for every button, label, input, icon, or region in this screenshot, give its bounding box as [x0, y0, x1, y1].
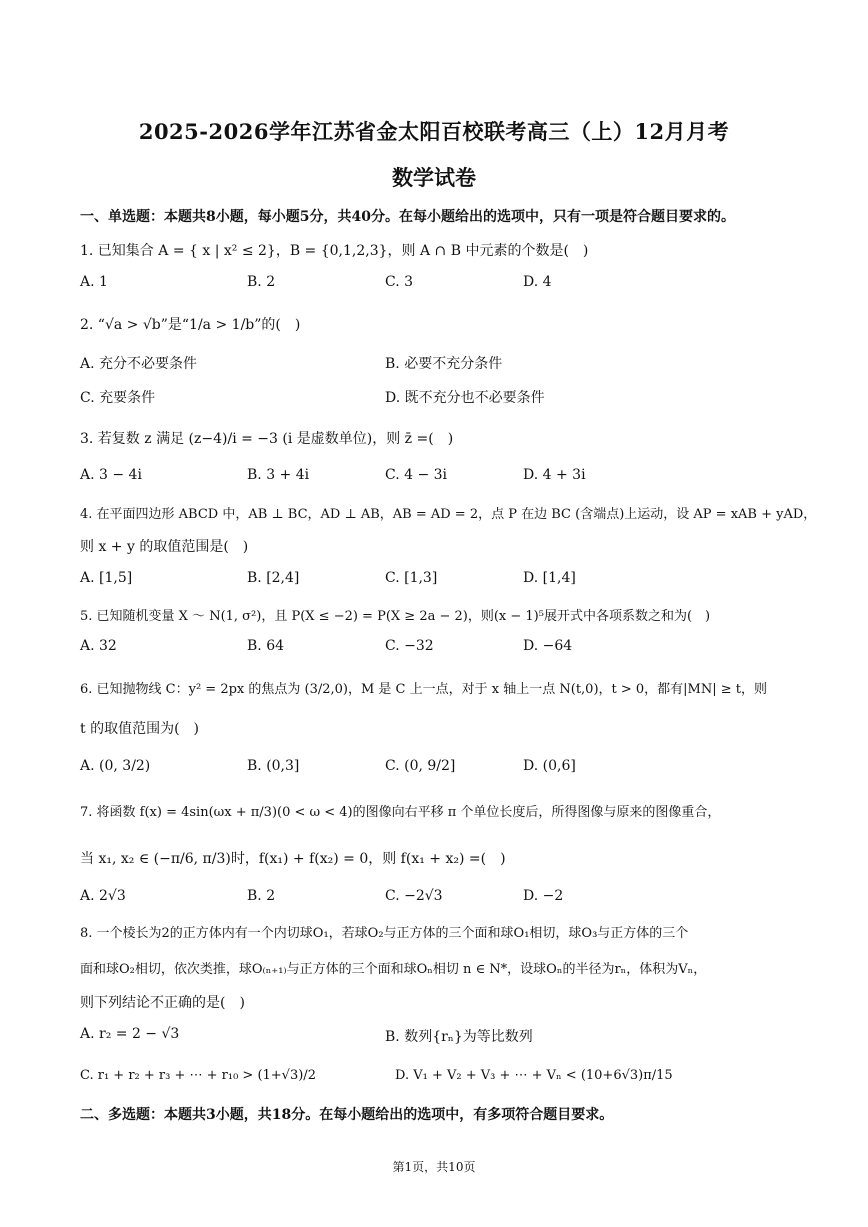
- question-3-option-b: B. 3 + 4i: [247, 467, 310, 483]
- question-7-option-a: A. 2√3: [80, 888, 126, 904]
- exam-subtitle: 数学试卷: [392, 165, 476, 190]
- question-7-option-b: B. 2: [247, 888, 276, 904]
- question-8-option-c: C. r₁ + r₂ + r₃ + ⋯ + r₁₀ > (1+√3)/2: [80, 1068, 316, 1083]
- question-6-option-d: D. (0,6]: [523, 758, 576, 774]
- question-2-stem: 2. “√a > √b”是“1/a > 1/b”的( ): [80, 317, 301, 333]
- question-5-option-c: C. −32: [385, 638, 434, 654]
- question-6-option-c: C. (0, 9/2]: [385, 758, 456, 774]
- question-5-option-b: B. 64: [247, 638, 285, 654]
- question-8-stem-continued-2: 则下列结论不正确的是( ): [80, 995, 245, 1011]
- question-5-option-d: D. −64: [523, 638, 573, 654]
- question-8-option-d: D. V₁ + V₂ + V₃ + ⋯ + Vₙ < (10+6√3)π/15: [395, 1068, 673, 1083]
- question-2-option-a: A. 充分不必要条件: [80, 356, 198, 372]
- question-8-stem-continued: 面和球O₂相切，依次类推，球O₍ₙ₊₁₎与正方体的三个面和球Oₙ相切 n ∈ N*，设球Oₙ的半径为rₙ，体积为Vₙ，: [80, 962, 707, 977]
- question-1-option-a: A. 1: [80, 274, 108, 290]
- question-3-option-d: D. 4 + 3i: [523, 467, 586, 483]
- question-6-stem: 6. 已知抛物线 C：y² = 2px 的焦点为 (3/2,0)，M 是 C 上一点，对于 x 轴上一点 N(t,0)，t > 0，都有|MN| ≥ t，则: [80, 682, 767, 697]
- question-5-option-a: A. 32: [80, 638, 117, 654]
- question-7-option-c: C. −2√3: [385, 888, 443, 904]
- question-7-stem-continued: 当 x₁, x₂ ∈ (−π/6, π/3)时，f(x₁) + f(x₂) = 0，则 f(x₁ + x₂) =( ): [80, 851, 506, 867]
- question-3-option-a: A. 3 − 4i: [80, 467, 142, 483]
- question-6-stem-continued: t 的取值范围为( ): [80, 721, 199, 737]
- question-7-stem: 7. 将函数 f(x) = 4sin(ωx + π/3)(0 < ω < 4)的图像向右平移 π 个单位长度后，所得图像与原来的图像重合，: [80, 805, 721, 820]
- section-heading-single-choice: 一、单选题：本题共8小题，每小题5分，共40分。在每小题给出的选项中，只有一项是符合题目要求的。: [80, 209, 735, 225]
- question-6-option-b: B. (0,3]: [247, 758, 300, 774]
- question-2-option-b: B. 必要不充分条件: [385, 356, 503, 372]
- question-6-option-a: A. (0, 3/2): [80, 758, 151, 774]
- question-1-option-d: D. 4: [523, 274, 552, 290]
- question-8-stem: 8. 一个棱长为2的正方体内有一个内切球O₁，若球O₂与正方体的三个面和球O₁相切，球O₃与正方体的三个: [80, 926, 689, 941]
- question-8-option-a: A. r₂ = 2 − √3: [80, 1026, 180, 1042]
- question-5-stem: 5. 已知随机变量 X ～ N(1, σ²)，且 P(X ≤ −2) = P(X ≥ 2a − 2)，则(x − 1)⁵展开式中各项系数之和为( ): [80, 609, 711, 624]
- question-4-option-d: D. [1,4]: [523, 570, 576, 586]
- section-heading-multiple-choice: 二、多选题：本题共3小题，共18分。在每小题给出的选项中，有多项符合题目要求。: [80, 1107, 614, 1123]
- question-4-stem: 4. 在平面四边形 ABCD 中，AB ⊥ BC，AD ⊥ AB，AB = AD = 2，点 P 在边 BC (含端点)上运动，设 AP = xAB + yAD，: [80, 507, 817, 522]
- question-3-option-c: C. 4 − 3i: [385, 467, 448, 483]
- question-2-option-d: D. 既不充分也不必要条件: [385, 390, 545, 406]
- exam-title: 2025-2026学年江苏省金太阳百校联考高三（上）12月月考: [138, 119, 730, 144]
- question-8-option-b: B. 数列{rₙ}为等比数列: [385, 1029, 533, 1045]
- question-1-option-b: B. 2: [247, 274, 276, 290]
- question-1-stem: 1. 已知集合 A = { x | x² ≤ 2}，B = {0,1,2,3}，则 A ∩ B 中元素的个数是( ): [80, 243, 589, 259]
- question-4-option-a: A. [1,5]: [80, 570, 133, 586]
- question-2-option-c: C. 充要条件: [80, 390, 156, 406]
- question-1-option-c: C. 3: [385, 274, 414, 290]
- question-4-stem-continued: 则 x + y 的取值范围是( ): [80, 539, 249, 555]
- question-7-option-d: D. −2: [523, 888, 564, 904]
- question-4-option-b: B. [2,4]: [247, 570, 300, 586]
- question-3-stem: 3. 若复数 z 满足 (z−4)/i = −3 (i 是虚数单位)，则 z̄ =( ): [80, 431, 454, 447]
- question-4-option-c: C. [1,3]: [385, 570, 438, 586]
- page-footer: 第1页，共10页: [392, 1160, 476, 1174]
